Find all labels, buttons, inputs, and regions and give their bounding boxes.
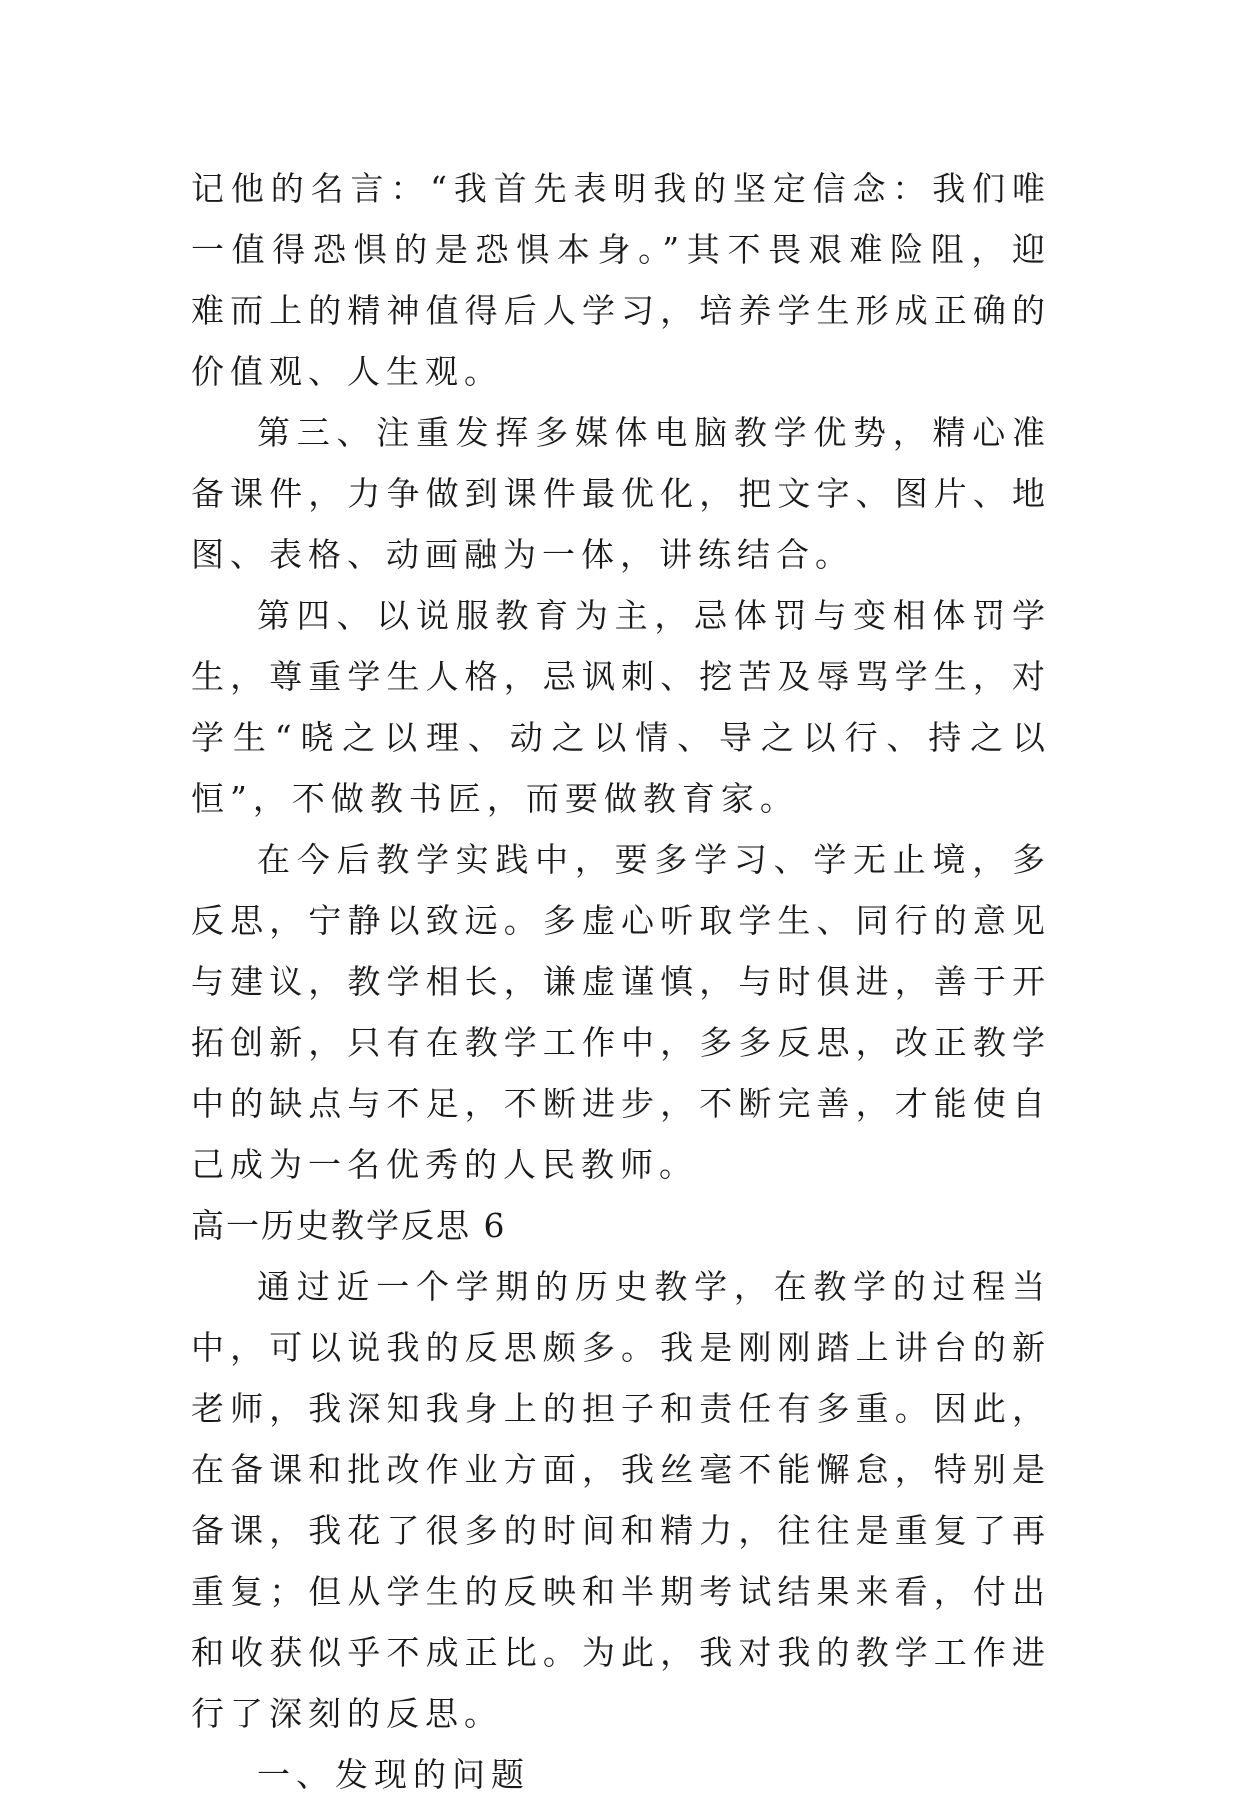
document-body [191, 158, 1051, 1805]
paragraph-problems-heading: 一、发现的问题 [257, 1755, 530, 1794]
paragraph-third-point: 第三、注重发挥多媒体电脑教学优势，精心准备课件，力争做到课件最优化，把文字、图片、地图、表格、动画融为一体，讲练结合。 [191, 413, 1051, 574]
paragraph-continued: 记他的名言：“我首先表明我的坚定信念：我们唯一值得恐惧的是恐惧本身。”其不畏艰难险阻，迎难而上的精神值得后人学习，培养学生形成正确的价值观、人生观。 [191, 169, 1051, 391]
paragraph-future-practice: 在今后教学实践中，要多学习、学无止境，多反思，宁静以致远。多虚心听取学生、同行的意见与建议，教学相长，谦虚谨慎，与时俱进，善于开拓创新，只有在教学工作中，多多反思，改正教学中的缺点与不足，不断进步，不断完善，才能使自己成为一名优秀的人民教师。 [191, 840, 1051, 1184]
paragraph-intro: 通过近一个学期的历史教学，在教学的过程当中，可以说我的反思颇多。我是刚刚踏上讲台的新老师，我深知我身上的担子和责任有多重。因此，在备课和批改作业方面，我丝毫不能懈怠，特别是备课，我花了很多的时间和精力，往往是重复了再重复；但从学生的反映和半期考试结果来看，付出和收获似乎不成正比。为此，我对我的教学工作进行了深刻的反思。 [191, 1267, 1051, 1733]
section-title: 高一历史教学反思 6 [191, 1206, 507, 1245]
paragraph-fourth-point: 第四、以说服教育为主，忌体罚与变相体罚学生，尊重学生人格，忌讽刺、挖苦及辱骂学生，对学生“晓之以理、动之以情、导之以行、持之以恒”，不做教书匠，而要做教育家。 [191, 596, 1051, 818]
